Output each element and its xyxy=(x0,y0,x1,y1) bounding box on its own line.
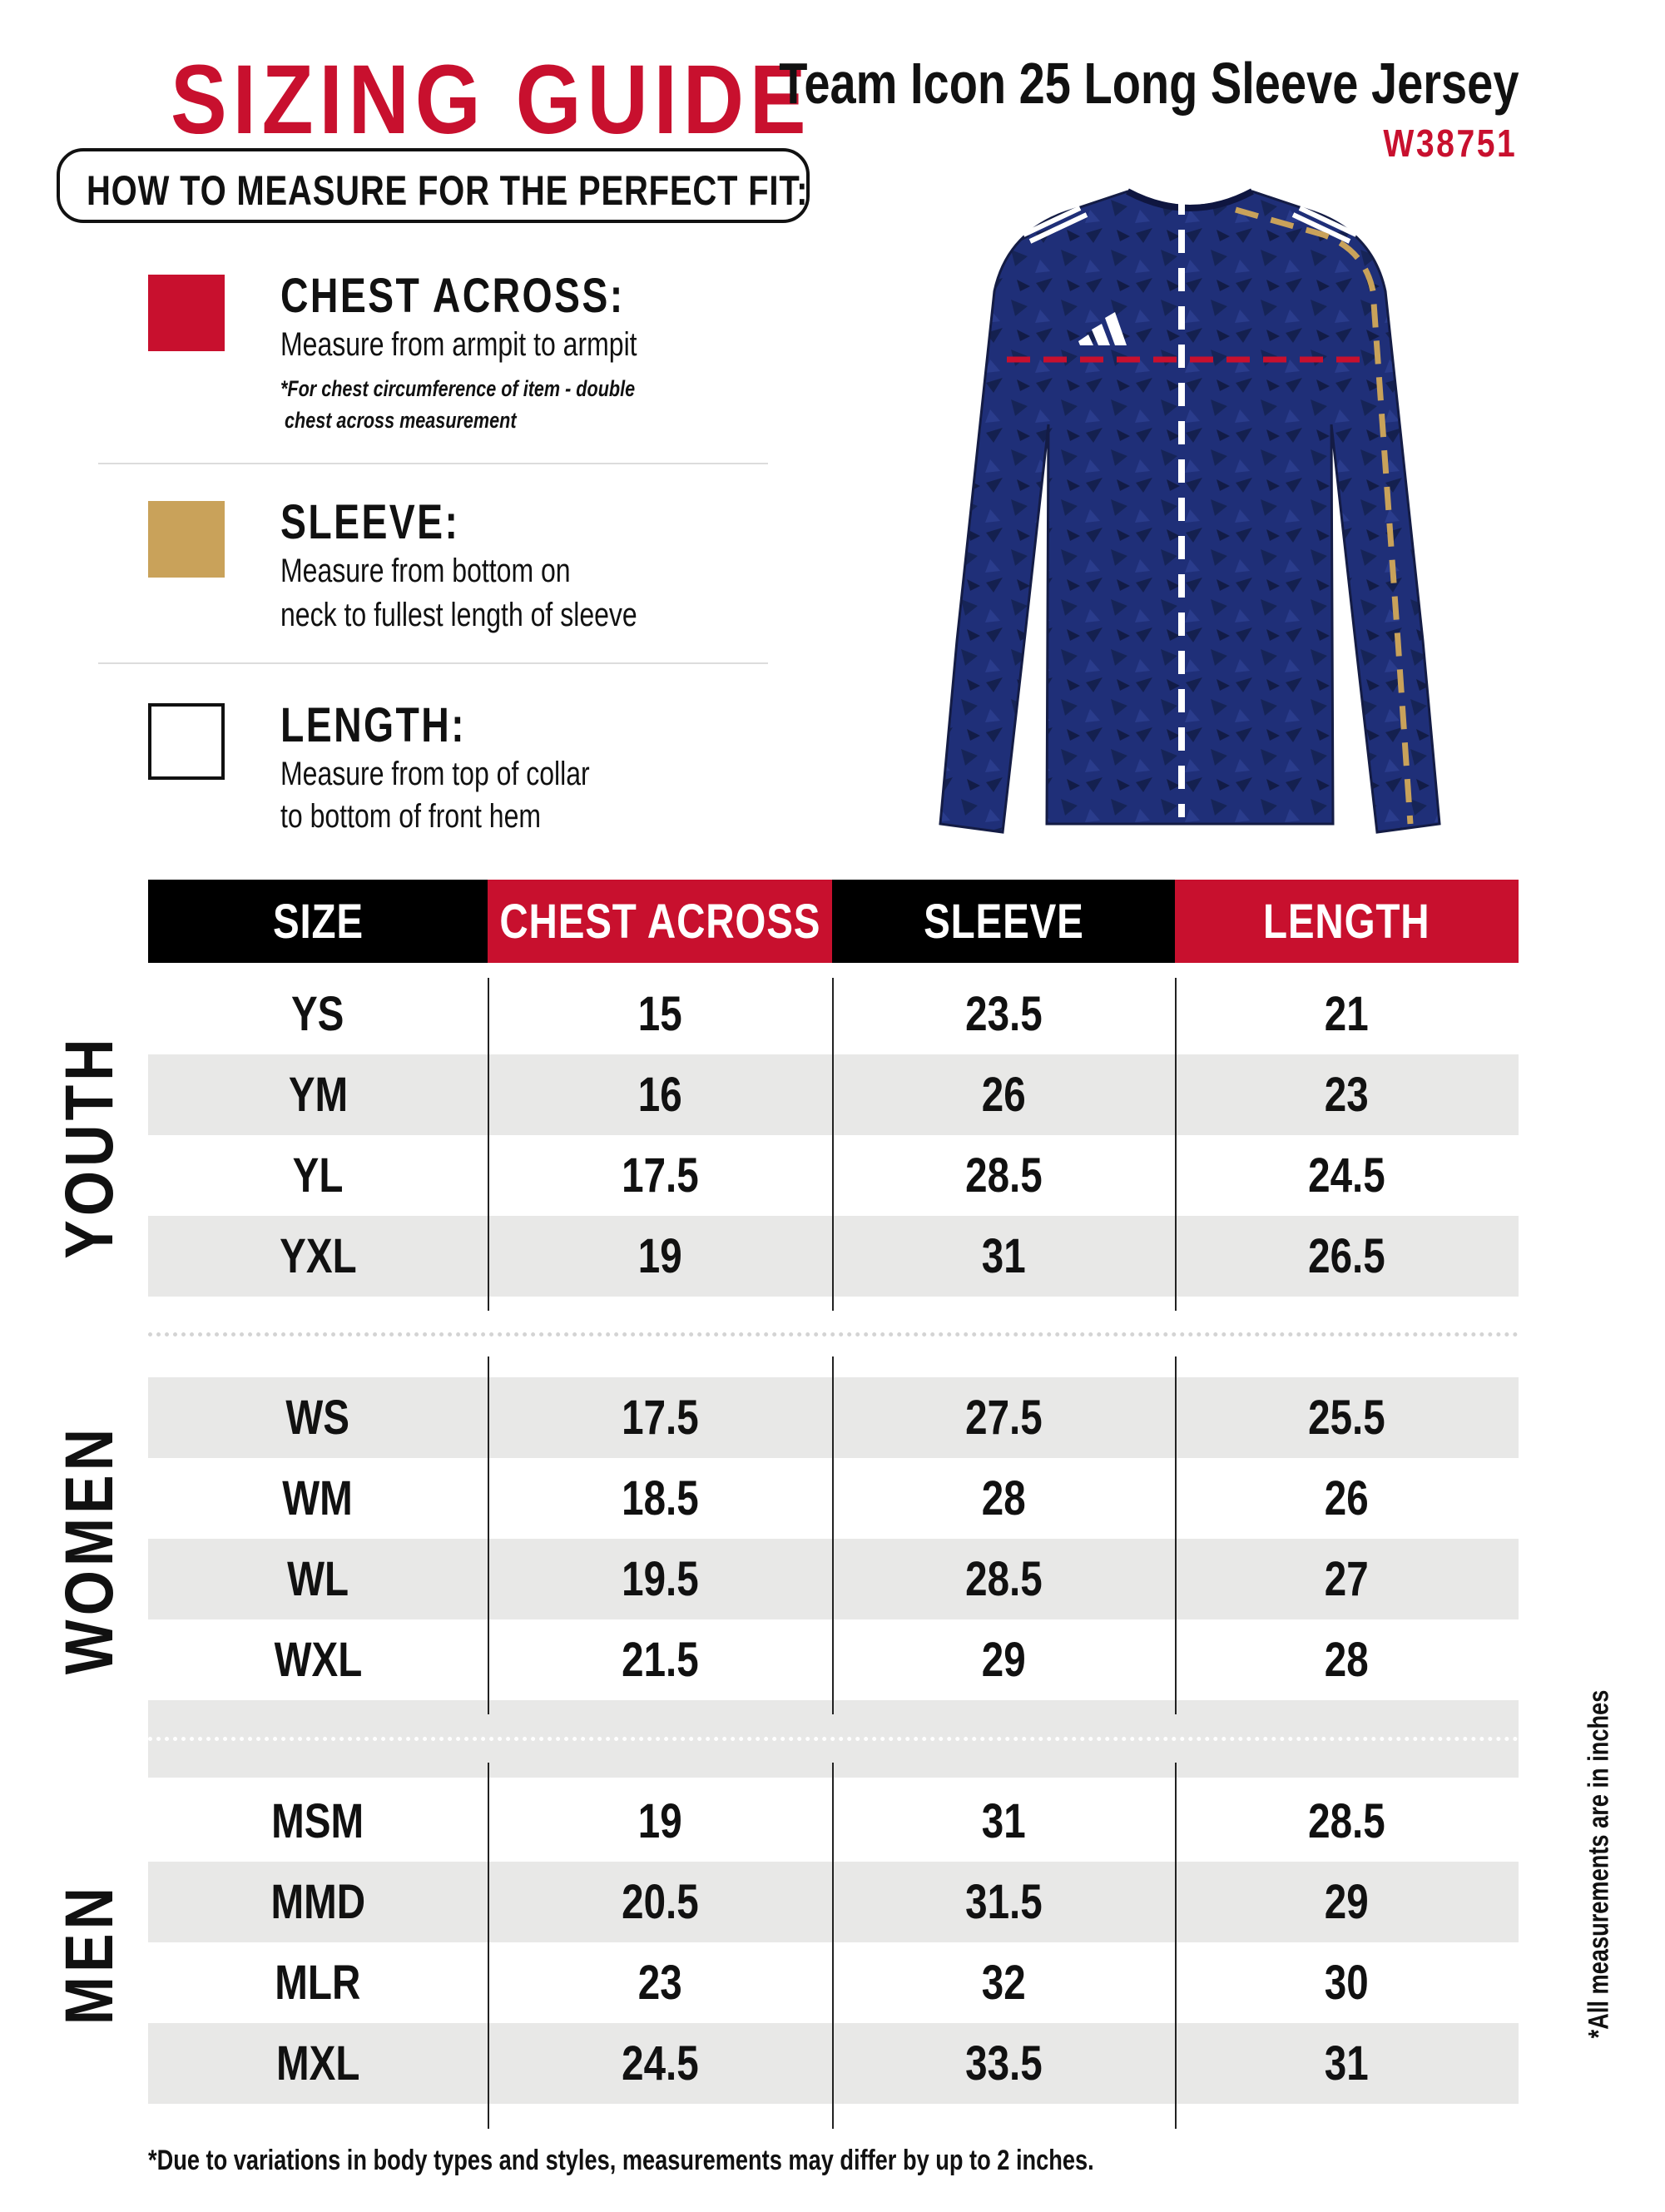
length-cell: 26.5 xyxy=(1308,1229,1385,1283)
length-cell: 28 xyxy=(1325,1633,1369,1687)
legend-divider xyxy=(98,662,768,664)
sleeve-cell: 29 xyxy=(981,1633,1026,1687)
group-label-youth: YOUTH xyxy=(52,1034,127,1259)
chest-cell: 24.5 xyxy=(621,2036,699,2090)
sleeve-cell: 27.5 xyxy=(964,1391,1043,1445)
chest-cell: 15 xyxy=(637,987,682,1041)
length-description-line1: Measure from top of collar xyxy=(280,756,590,792)
column-divider xyxy=(488,978,489,1311)
column-header-size: SIZE xyxy=(148,880,488,963)
chest-cell: 21.5 xyxy=(621,1633,699,1687)
sleeve-cell: 28.5 xyxy=(964,1552,1043,1606)
chest-cell: 20.5 xyxy=(621,1875,699,1929)
page-title: SIZING GUIDE xyxy=(171,45,812,155)
chest-cell: 17.5 xyxy=(621,1148,699,1203)
measurement-unit-note: *All measurements are in inches xyxy=(1583,1689,1615,2039)
chest-note-line2: chest across measurement xyxy=(285,408,517,433)
chest-cell: 23 xyxy=(637,1956,682,2010)
sleeve-cell: 33.5 xyxy=(964,2036,1043,2090)
chest-cell: 16 xyxy=(637,1068,682,1122)
length-heading: LENGTH: xyxy=(280,698,466,752)
column-divider xyxy=(832,1763,834,2129)
group-separator xyxy=(148,1737,1519,1741)
chest-cell: 19 xyxy=(637,1794,682,1848)
jersey-body xyxy=(940,191,1440,832)
chest-note-line1: *For chest circumference of item - double xyxy=(280,376,636,401)
size-cell: WL xyxy=(287,1552,349,1606)
length-cell: 30 xyxy=(1325,1956,1369,2010)
group-label-women: WOMEN xyxy=(52,1424,127,1675)
length-cell: 21 xyxy=(1325,987,1369,1041)
size-cell: YXL xyxy=(279,1229,357,1283)
chest-description: Measure from armpit to armpit xyxy=(280,326,637,363)
length-cell: 26 xyxy=(1325,1471,1369,1525)
chest-heading: CHEST ACROSS: xyxy=(280,269,625,323)
sleeve-cell: 23.5 xyxy=(964,987,1043,1041)
length-cell: 31 xyxy=(1325,2036,1369,2090)
column-divider xyxy=(488,1763,489,2129)
chest-cell: 19.5 xyxy=(621,1552,699,1606)
chest-cell: 19 xyxy=(637,1229,682,1283)
style-code: W38751 xyxy=(1383,122,1517,165)
length-cell: 29 xyxy=(1325,1875,1369,1929)
length-description-line2: to bottom of front hem xyxy=(280,798,542,835)
length-cell: 27 xyxy=(1325,1552,1369,1606)
group-label-men: MEN xyxy=(52,1882,127,2026)
column-divider xyxy=(488,1356,489,1714)
size-cell: YL xyxy=(292,1148,344,1203)
length-cell: 28.5 xyxy=(1308,1794,1385,1848)
chest-cell: 18.5 xyxy=(621,1471,699,1525)
sleeve-cell: 31 xyxy=(981,1229,1026,1283)
size-cell: YS xyxy=(291,987,344,1041)
column-divider xyxy=(1175,978,1177,1311)
length-swatch xyxy=(148,703,225,780)
size-cell: MXL xyxy=(275,2036,360,2090)
column-divider xyxy=(832,1356,834,1714)
chest-swatch xyxy=(148,275,225,351)
column-divider xyxy=(1175,1763,1177,2129)
sleeve-cell: 32 xyxy=(981,1956,1026,2010)
sleeve-description-line2: neck to fullest length of sleeve xyxy=(280,597,637,633)
length-cell: 24.5 xyxy=(1308,1148,1385,1203)
size-cell: WXL xyxy=(274,1633,362,1687)
sleeve-description-line1: Measure from bottom on xyxy=(280,553,571,589)
sleeve-heading: SLEEVE: xyxy=(280,495,460,549)
size-cell: YM xyxy=(288,1068,348,1122)
how-to-measure-heading: HOW TO MEASURE FOR THE PERFECT FIT: xyxy=(87,167,809,214)
length-cell: 23 xyxy=(1325,1068,1369,1122)
sleeve-cell: 28.5 xyxy=(964,1148,1043,1203)
size-cell: MSM xyxy=(271,1794,364,1848)
column-header-sleeve: SLEEVE xyxy=(832,880,1175,963)
sleeve-cell: 26 xyxy=(981,1068,1026,1122)
size-cell: WM xyxy=(282,1471,354,1525)
sleeve-swatch xyxy=(148,501,225,578)
size-cell: MMD xyxy=(270,1875,365,1929)
sleeve-cell: 31 xyxy=(981,1794,1026,1848)
jersey-illustration xyxy=(932,175,1448,841)
size-cell: WS xyxy=(285,1391,350,1445)
column-header-chest: CHEST ACROSS xyxy=(488,880,832,963)
legend-divider xyxy=(98,463,768,464)
product-name: Team Icon 25 Long Sleeve Jersey xyxy=(778,51,1519,116)
size-cell: MLR xyxy=(275,1956,361,2010)
column-divider xyxy=(832,978,834,1311)
sleeve-cell: 31.5 xyxy=(964,1875,1043,1929)
column-divider xyxy=(1175,1356,1177,1714)
length-cell: 25.5 xyxy=(1308,1391,1385,1445)
footnote: *Due to variations in body types and styles, measurements may differ by up to 2 inches. xyxy=(148,2145,1094,2176)
chest-cell: 17.5 xyxy=(621,1391,699,1445)
sleeve-cell: 28 xyxy=(981,1471,1026,1525)
group-separator xyxy=(148,1332,1519,1337)
column-header-length: LENGTH xyxy=(1175,880,1519,963)
